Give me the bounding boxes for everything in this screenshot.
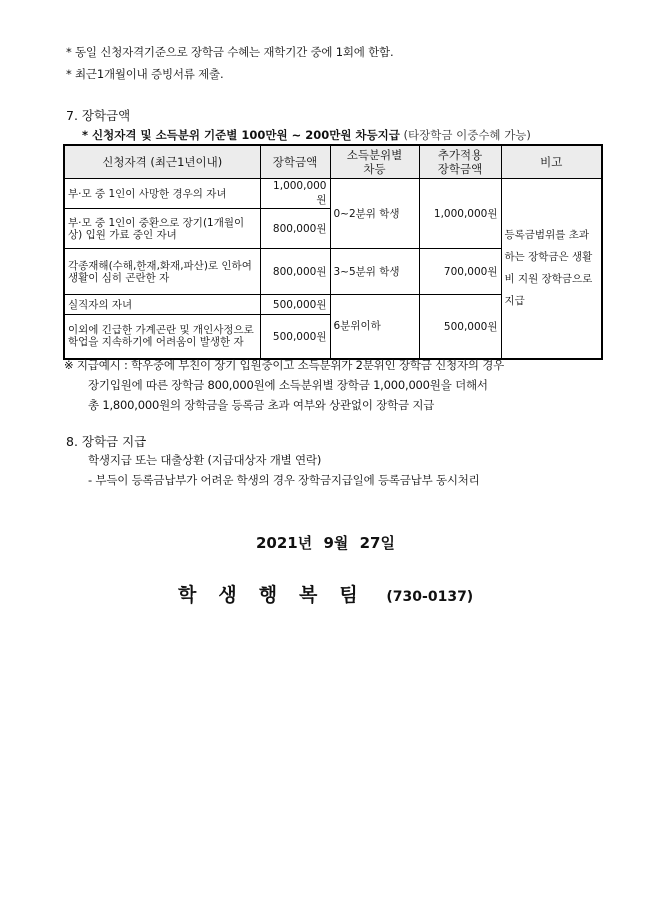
header-amount: 장학금액 [260,145,330,179]
row2-amount: 800,000원 [260,209,330,249]
income-group-3: 6분위이하 [330,295,419,359]
example-line-1: ※ 지급예시 : 학우중에 부친이 장기 입원중이고 소득분위가 2분위인 장학금 신청자의 경우 [64,358,505,372]
team-phone: (730-0137) [386,589,474,605]
table-row [64,179,602,209]
income-group-1-amount: 1,000,000원 [419,179,501,249]
scholarship-table [63,144,603,360]
section8-line2: - 부득이 등록금납부가 어려운 학생의 경우 장학금지급일에 등록금납부 동시처리 [88,473,480,487]
issue-date: 2021년 9월 27일 [256,534,395,552]
row3-condition: 각종재해(수해,한재,화재,파산)로 인하여 생활이 심히 곤란한 자 [64,249,260,295]
income-group-2-amount: 700,000원 [419,249,501,295]
header-income-line1: 소득분위별 [346,148,403,162]
section7-subtitle [82,127,531,143]
row1-amount: 1,000,000원 [260,179,330,209]
row5-condition: 이외에 긴급한 가계곤란 및 개인사정으로 학업을 지속하기에 어려움이 발생한 자 [64,315,260,359]
table-header-row [64,145,602,179]
section7-subtitle-main: * 신청자격 및 소득분위 기준별 100만원 ~ 200만원 차등지급 [82,128,400,142]
remark-cell: 등록금범위를 초과하는 장학금은 생활비 지원 장학금으로 지급 [501,179,602,359]
header-income [330,145,419,179]
issuer [178,580,473,607]
income-group-1: 0~2분위 학생 [330,179,419,249]
row4-amount: 500,000원 [260,295,330,315]
header-remark: 비고 [501,145,602,179]
row2-condition: 부·모 중 1인이 중환으로 장기(1개월이상) 입원 가료 중인 자녀 [64,209,260,249]
header-income-line2: 차등 [363,162,386,176]
example-line-3: 총 1,800,000원의 장학금을 등록금 초과 여부와 상관없이 장학금 지급 [88,398,435,412]
row1-condition: 부·모 중 1인이 사망한 경우의 자녀 [64,179,260,209]
section7-subtitle-note: (타장학금 이중수혜 가능) [403,128,531,142]
section8-title: 8. 장학금 지급 [66,434,147,449]
row5-amount: 500,000원 [260,315,330,359]
income-group-3-amount: 500,000원 [419,295,501,359]
header-condition: 신청자격 (최근1년이내) [64,145,260,179]
team-name: 학생행복팀 [178,584,380,606]
header-extra [419,145,501,179]
header-extra-line2: 장학금액 [437,162,483,176]
example-line-2: 장기입원에 따른 장학금 800,000원에 소득분위별 장학금 1,000,000원을 더해서 [88,378,488,392]
note-documents: * 최근1개월이내 증빙서류 제출. [66,67,224,81]
row4-condition: 실직자의 자녀 [64,295,260,315]
income-group-2: 3~5분위 학생 [330,249,419,295]
note-single-benefit: * 동일 신청자격기준으로 장학금 수혜는 재학기간 중에 1회에 한함. [66,45,394,59]
section7-title: 7. 장학금액 [66,108,131,123]
row3-amount: 800,000원 [260,249,330,295]
section8-line1: 학생지급 또는 대출상환 (지급대상자 개별 연락) [88,453,322,467]
header-extra-line1: 추가적용 [437,148,483,162]
